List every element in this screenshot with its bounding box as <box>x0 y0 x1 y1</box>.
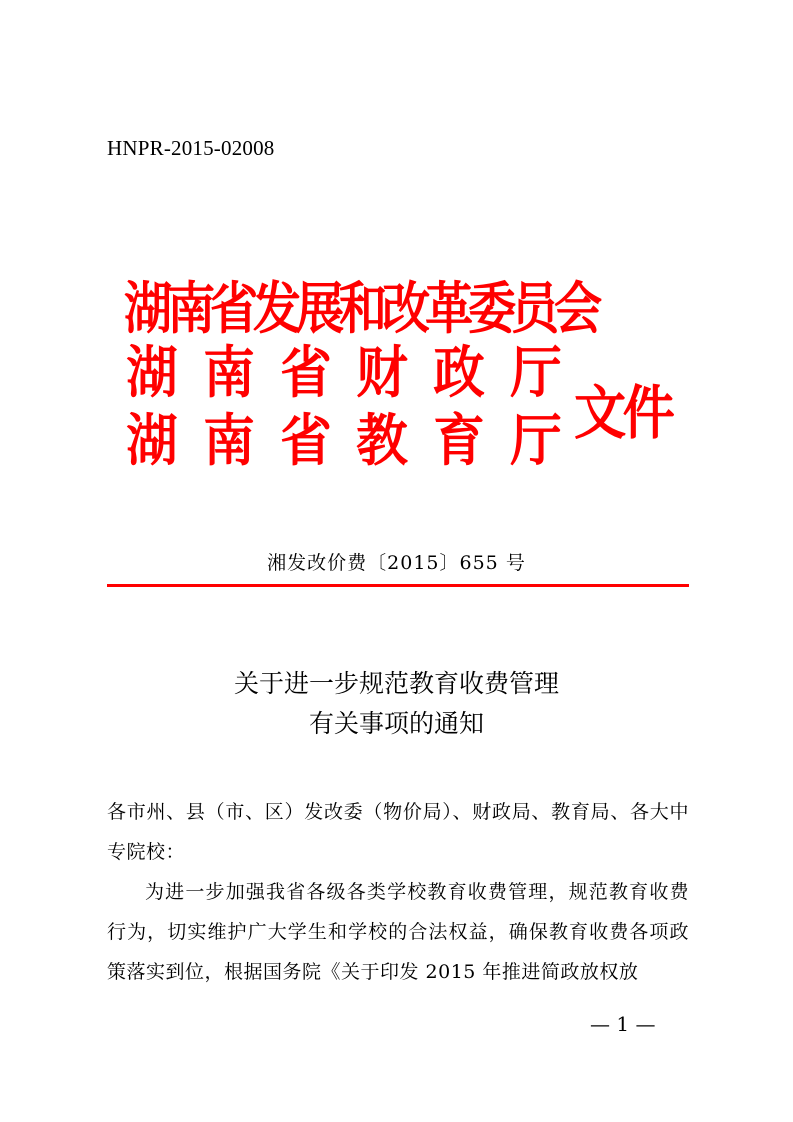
issuer-finance-department <box>124 342 564 406</box>
document-id: HNPR-2015-02008 <box>107 136 275 160</box>
issuer-development-reform-commission: 湖南省发展和改革委员会 <box>124 277 597 342</box>
notice-body <box>107 792 689 992</box>
issuer-char: 湖 <box>126 341 178 406</box>
issuer-char: 育 <box>433 409 485 474</box>
issuer-char: 湖 <box>126 409 178 474</box>
issuer-char: 省 <box>279 409 332 474</box>
notice-title-line-1: 关于进一步规范教育收费管理 <box>233 669 559 698</box>
notice-title-line-2: 有关事项的通知 <box>308 709 484 738</box>
issuer-char: 厅 <box>510 341 562 406</box>
issuer-char: 政 <box>433 341 485 406</box>
issuing-authorities-header <box>124 278 704 478</box>
issuer-char: 教 <box>356 409 409 474</box>
issuer-char: 南 <box>203 409 255 474</box>
page-number: — 1 — <box>590 1012 656 1036</box>
issuer-education-department <box>124 410 564 474</box>
issuer-char: 厅 <box>510 409 562 474</box>
salutation: 各市州、县（市、区）发改委（物价局）、财政局、教育局、各大中专院校： <box>107 801 689 863</box>
issuer-char: 财 <box>356 341 409 406</box>
notice-title <box>0 664 793 744</box>
document-number: 湘发改价费〔2015〕655 号 <box>267 552 526 574</box>
body-paragraph: 为进一步加强我省各级各类学校教育收费管理，规范教育收费行为，切实维护广大学生和学校的合法权益，确保教育收费各项政策落实到位，根据国务院《关于印发 2015 年推进简政放权放 <box>107 881 689 983</box>
header-document-suffix: 文件 <box>574 379 672 447</box>
issuer-char: 省 <box>279 341 332 406</box>
red-divider-line <box>107 584 689 587</box>
issuer-char: 南 <box>203 341 255 406</box>
